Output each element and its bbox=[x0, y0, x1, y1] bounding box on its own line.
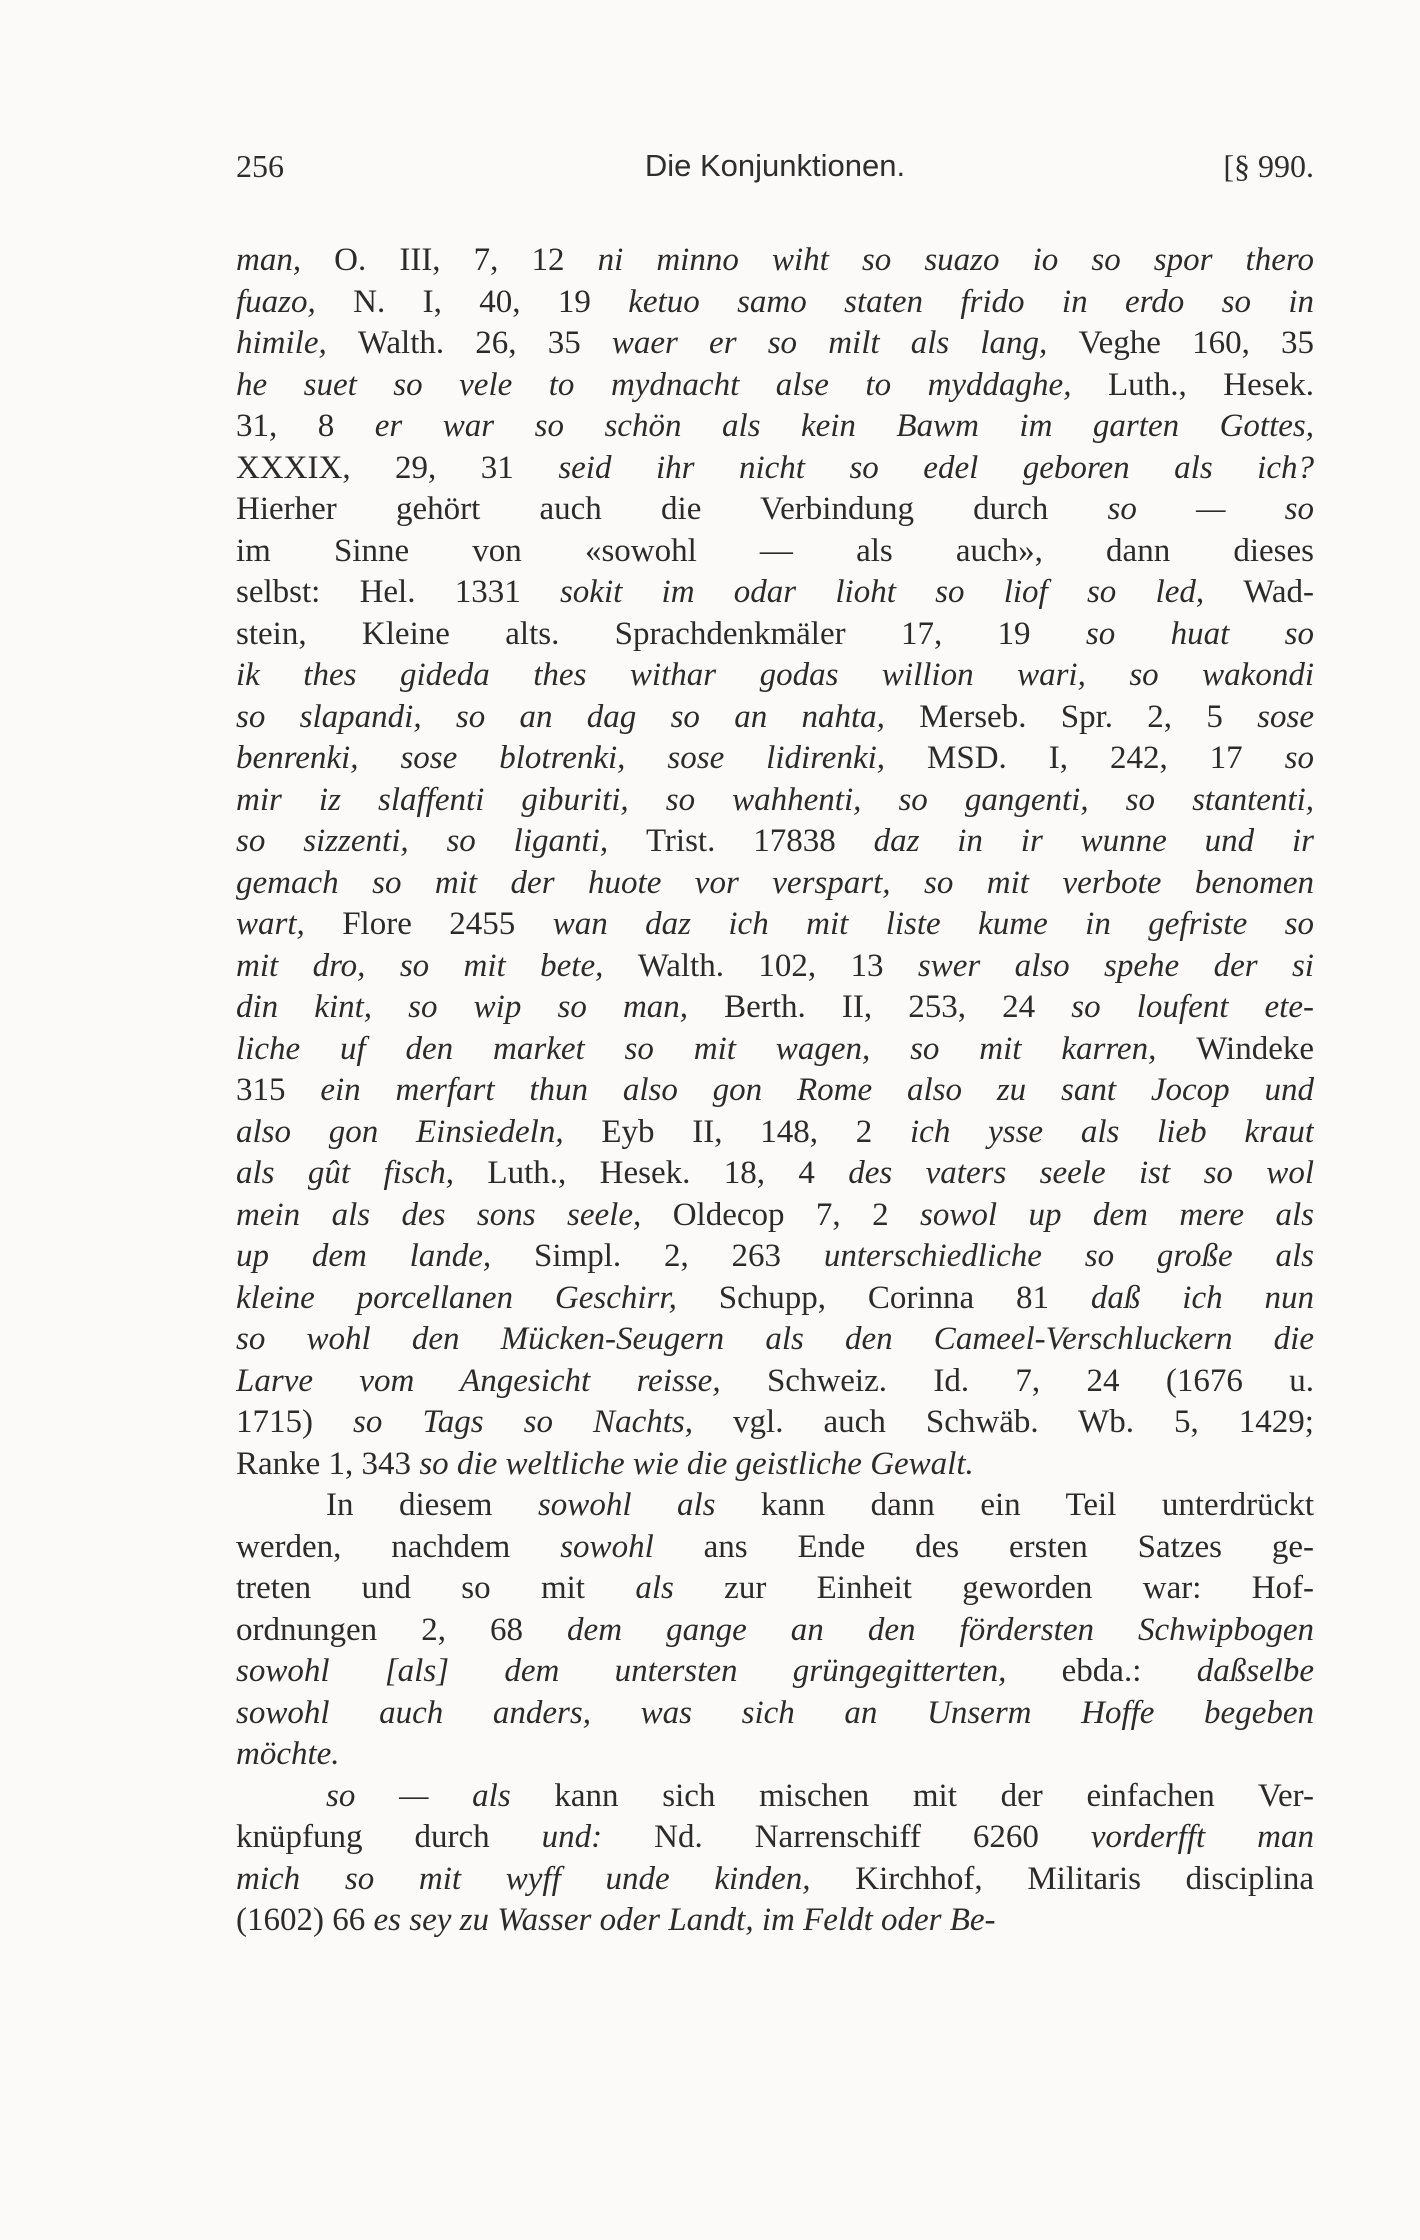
text-line bbox=[236, 1319, 1314, 1361]
text-line bbox=[236, 780, 1314, 822]
italic-citation: daz in ir wunne und ir bbox=[873, 823, 1314, 859]
italic-citation: ein merfart thun also gon Rome also zu sant Jocop und bbox=[320, 1072, 1314, 1108]
text-segment: vgl. auch Schwäb. Wb. 5, 1429; bbox=[733, 1404, 1314, 1440]
text-line bbox=[236, 1070, 1314, 1112]
italic-citation: des vaters seele ist so wol bbox=[848, 1155, 1314, 1191]
text-segment: Oldecop 7, 2 bbox=[672, 1196, 921, 1233]
italic-citation: Larve vom Angesicht reisse, bbox=[236, 1362, 767, 1399]
text-segment: Hierher gehört auch die Verbindung durch bbox=[236, 491, 1108, 527]
italic-citation: sowohl auch anders, was sich an Unserm Hoffe begeben bbox=[236, 1694, 1314, 1731]
text-segment: Schweiz. Id. 7, 24 (1676 u. bbox=[766, 1362, 1314, 1399]
text-segment: MSD. I, 242, 17 bbox=[927, 740, 1285, 776]
text-segment: Ranke 1, 343 bbox=[236, 1445, 420, 1482]
text-segment: Wad- bbox=[1243, 574, 1314, 610]
text-line bbox=[236, 1776, 1314, 1818]
text-segment: Nd. Narrenschiff 6260 bbox=[654, 1819, 1091, 1855]
text-line bbox=[236, 821, 1314, 863]
text-line bbox=[236, 1444, 1314, 1486]
text-segment: knüpfung durch bbox=[236, 1819, 542, 1855]
italic-citation: sowohl [als] dem untersten grüngegitterten, bbox=[236, 1653, 1062, 1689]
text-line bbox=[236, 1734, 1314, 1776]
text-segment: Simpl. 2, 263 bbox=[534, 1238, 824, 1274]
italic-citation: unterschiedliche so große als bbox=[823, 1238, 1314, 1274]
text-line bbox=[236, 1900, 1314, 1942]
text-line bbox=[236, 1153, 1314, 1195]
italic-citation: mein als des sons seele, bbox=[236, 1196, 673, 1233]
text-line bbox=[236, 1278, 1314, 1320]
italic-citation: sokit im odar lioht so liof so led, bbox=[559, 574, 1244, 610]
italic-citation: mit dro, so mit bete, bbox=[236, 947, 638, 984]
text-line bbox=[236, 1527, 1314, 1569]
text-line bbox=[236, 448, 1314, 490]
italic-citation: sowol up dem mere als bbox=[920, 1196, 1314, 1233]
body-text bbox=[236, 240, 1314, 1942]
italic-citation: dem gange an den fördersten Schwipbogen bbox=[567, 1611, 1314, 1648]
text-line bbox=[236, 863, 1314, 905]
text-line bbox=[236, 1568, 1314, 1610]
italic-citation: din kint, so wip so man, bbox=[236, 989, 725, 1025]
text-line bbox=[236, 1817, 1314, 1859]
text-segment: Eyb II, 148, 2 bbox=[601, 1113, 911, 1150]
italic-citation: up dem lande, bbox=[236, 1238, 535, 1274]
italic-citation: man, bbox=[236, 242, 335, 278]
italic-citation: vorderfft man bbox=[1090, 1819, 1314, 1855]
italic-citation: gemach so mit der huote vor verspart, so mit verbote benomen bbox=[236, 864, 1314, 901]
italic-citation: sowohl als bbox=[537, 1487, 762, 1523]
italic-citation: daßselbe bbox=[1196, 1653, 1314, 1689]
text-line bbox=[236, 1029, 1314, 1071]
text-line bbox=[236, 697, 1314, 739]
italic-citation: als bbox=[635, 1570, 725, 1606]
text-line bbox=[236, 655, 1314, 697]
text-line bbox=[236, 1402, 1314, 1444]
text-segment: stein, Kleine alts. Sprachdenkmäler 17, 19 bbox=[236, 615, 1086, 652]
italic-citation: und: bbox=[541, 1819, 655, 1855]
italic-citation: ni minno wiht so suazo io so spor thero bbox=[597, 242, 1314, 278]
italic-citation: also gon Einsiedeln, bbox=[236, 1113, 602, 1150]
text-segment: Walth. 26, 35 bbox=[357, 325, 612, 361]
italic-citation: ketuo samo staten frido in erdo so in bbox=[628, 283, 1314, 320]
text-line bbox=[236, 1693, 1314, 1735]
text-segment: ebda.: bbox=[1061, 1653, 1197, 1689]
text-segment: Schupp, Corinna 81 bbox=[718, 1279, 1091, 1316]
italic-citation: so slapandi, so an dag so an nahta, bbox=[236, 698, 920, 735]
text-segment: Luth., Hesek. bbox=[1107, 366, 1314, 403]
text-segment: In diesem bbox=[326, 1487, 538, 1523]
text-segment: kann dann ein Teil unterdrückt bbox=[761, 1487, 1314, 1523]
text-segment: Kirchhof, Militaris disciplina bbox=[855, 1860, 1314, 1897]
text-line bbox=[236, 406, 1314, 448]
italic-citation: benrenki, sose blotrenki, sose lidirenki, bbox=[236, 740, 927, 776]
text-line bbox=[236, 987, 1314, 1029]
text-segment: 31, 8 bbox=[236, 408, 375, 444]
italic-citation: swer also spehe der si bbox=[917, 947, 1314, 984]
italic-citation: so loufent ete- bbox=[1071, 989, 1314, 1025]
italic-citation: mir iz slaffenti giburiti, so wahhenti, so gangenti, so stantenti, bbox=[236, 781, 1314, 818]
text-line bbox=[236, 1195, 1314, 1237]
text-segment: zur Einheit geworden war: Hof- bbox=[724, 1570, 1314, 1606]
text-segment: 315 bbox=[236, 1072, 321, 1108]
italic-citation: sose bbox=[1257, 698, 1314, 735]
italic-citation: himile, bbox=[236, 325, 358, 361]
text-line bbox=[236, 1485, 1314, 1527]
text-segment: treten und so mit bbox=[236, 1570, 636, 1606]
italic-citation: wart, bbox=[236, 906, 343, 942]
italic-citation: fuazo, bbox=[236, 283, 354, 320]
italic-citation: es sey zu Wasser oder Landt, im Feldt oder Be- bbox=[373, 1902, 996, 1938]
text-segment: (1602) 66 bbox=[236, 1902, 374, 1938]
italic-citation: waer er so milt als lang, bbox=[611, 325, 1079, 361]
text-segment: Flore 2455 bbox=[342, 906, 553, 942]
text-line bbox=[236, 1859, 1314, 1901]
italic-citation: ik thes gideda thes withar godas willion wari, so wakondi bbox=[236, 657, 1314, 693]
text-segment: O. III, 7, 12 bbox=[334, 242, 598, 278]
text-line bbox=[236, 323, 1314, 365]
page-number: 256 bbox=[236, 148, 284, 184]
italic-citation: so wohl den Mücken-Seugern als den Cameel-Verschluckern die bbox=[236, 1321, 1314, 1357]
italic-citation: ich ysse als lieb kraut bbox=[910, 1113, 1314, 1150]
text-segment: werden, nachdem bbox=[236, 1528, 561, 1565]
text-segment: Windeke bbox=[1196, 1030, 1314, 1067]
text-segment: Merseb. Spr. 2, 5 bbox=[919, 698, 1258, 735]
text-segment: XXXIX, 29, 31 bbox=[236, 449, 559, 486]
text-line bbox=[236, 738, 1314, 780]
italic-citation: so Tags so Nachts, bbox=[353, 1404, 734, 1440]
text-segment: kann sich mischen mit der einfachen Ver- bbox=[554, 1777, 1314, 1814]
text-segment: Berth. II, 253, 24 bbox=[724, 989, 1072, 1025]
italic-citation: so — als bbox=[326, 1777, 555, 1814]
text-line bbox=[236, 240, 1314, 282]
text-line bbox=[236, 614, 1314, 656]
text-line bbox=[236, 946, 1314, 988]
section-reference: [§ 990. bbox=[1223, 148, 1314, 184]
italic-citation: kleine porcellanen Geschirr, bbox=[236, 1279, 719, 1316]
italic-citation: so bbox=[1284, 740, 1314, 776]
text-line bbox=[236, 282, 1314, 324]
text-segment: Luth., Hesek. 18, 4 bbox=[487, 1155, 849, 1191]
text-line bbox=[236, 365, 1314, 407]
italic-citation: so — so bbox=[1107, 491, 1314, 527]
italic-citation: so die weltliche wie die geistliche Gewalt. bbox=[419, 1445, 974, 1482]
text-segment: ans Ende des ersten Satzes ge- bbox=[703, 1528, 1314, 1565]
text-segment: selbst: Hel. 1331 bbox=[236, 574, 560, 610]
text-segment: ordnungen 2, 68 bbox=[236, 1611, 568, 1648]
italic-citation: seid ihr nicht so edel geboren als ich? bbox=[558, 449, 1314, 486]
italic-citation: he suet so vele to mydnacht alse to myddaghe, bbox=[236, 366, 1108, 403]
text-line bbox=[236, 1236, 1314, 1278]
text-segment: 1715) bbox=[236, 1404, 354, 1440]
text-line bbox=[236, 904, 1314, 946]
italic-citation: mich so mit wyff unde kinden, bbox=[236, 1860, 856, 1897]
italic-citation: so huat so bbox=[1085, 615, 1314, 652]
text-segment: Trist. 17838 bbox=[645, 823, 874, 859]
italic-citation: als gût fisch, bbox=[236, 1155, 488, 1191]
italic-citation: so sizzenti, so liganti, bbox=[236, 823, 646, 859]
running-title: Die Konjunktionen. bbox=[644, 148, 906, 183]
text-segment: Veghe 160, 35 bbox=[1078, 325, 1314, 361]
italic-citation: er war so schön als kein Bawm im garten Gottes, bbox=[374, 408, 1314, 444]
running-header bbox=[236, 148, 1314, 198]
text-line bbox=[236, 531, 1314, 573]
italic-citation: daß ich nun bbox=[1090, 1279, 1314, 1316]
italic-citation: sowohl bbox=[560, 1528, 704, 1565]
text-segment: Walth. 102, 13 bbox=[637, 947, 918, 984]
text-line bbox=[236, 1651, 1314, 1693]
text-line bbox=[236, 572, 1314, 614]
text-line bbox=[236, 1610, 1314, 1652]
text-line bbox=[236, 1112, 1314, 1154]
italic-citation: möchte. bbox=[236, 1736, 340, 1772]
text-segment: im Sinne von «sowohl — als auch», dann dieses bbox=[236, 532, 1314, 569]
text-line bbox=[236, 489, 1314, 531]
italic-citation: liche uf den market so mit wagen, so mit karren, bbox=[236, 1030, 1197, 1067]
text-segment: N. I, 40, 19 bbox=[353, 283, 629, 320]
text-line bbox=[236, 1361, 1314, 1403]
italic-citation: wan daz ich mit liste kume in gefriste so bbox=[552, 906, 1314, 942]
